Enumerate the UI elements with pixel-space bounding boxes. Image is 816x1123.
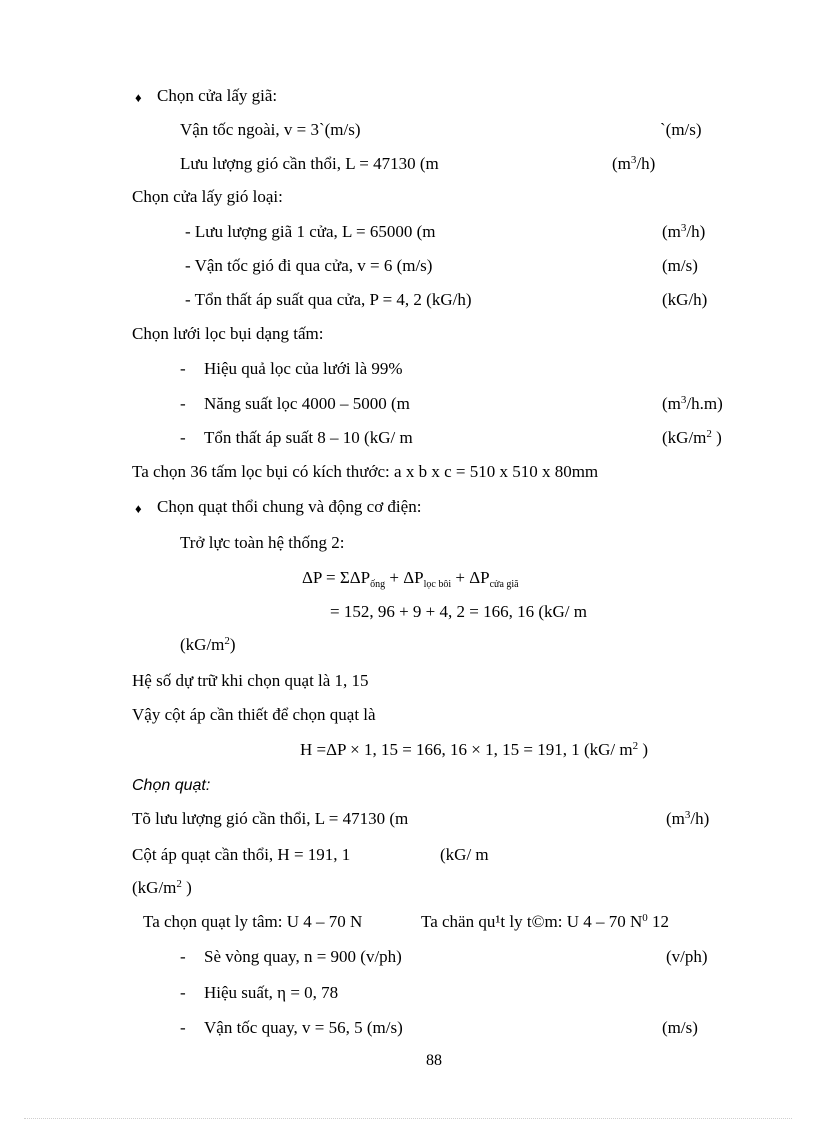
section4-pressure-title: Vậy cột áp cần thiết để chọn quạt là <box>132 705 376 724</box>
section3-item-capacity-unit: $(m^3/h.m)$ <box>662 394 723 413</box>
bullet-icon: ♦ <box>135 90 142 105</box>
section1-flow-unit: $(m^3/h)$ <box>612 154 656 173</box>
section5-item-rotation-speed-unit: (v/ph) <box>666 947 708 966</box>
section1-velocity-line: Vận tốc ngoài, v = 3`(m/s) <box>180 120 361 139</box>
section3-dash: - <box>180 428 186 447</box>
section4-reserve-factor: Hệ số dự trữ khi chọn quạt là 1, 15 <box>132 671 369 690</box>
equation-total-pressure-unit: $(kG/m^2)$ <box>180 635 236 654</box>
section1-heading: Chọn cửa lấy giã: <box>157 86 278 105</box>
section5-item-velocity: Vận tốc quay, v = 56, 5 (m/s) <box>204 1018 403 1037</box>
section3-dash: - <box>180 359 186 378</box>
section1-velocity-unit: `(m/s) <box>660 120 702 139</box>
section3-item-capacity: Năng suất lọc 4000 – 5000 (m <box>204 394 410 413</box>
section5-item-velocity-unit: (m/s) <box>662 1018 698 1037</box>
section5-fan-choice: Ta chọn quạt ly tâm: U 4 – 70 N <box>143 912 363 931</box>
section5-dash: - <box>180 1018 186 1037</box>
section5-flow-unit: $(m^3/h)$ <box>666 809 710 828</box>
section5-heading: Chọn quạt: <box>132 777 211 794</box>
section3-dash: - <box>180 394 186 413</box>
page-bottom-divider <box>24 1118 792 1119</box>
section5-pressure-unit: ($kG/m^2$ ) <box>132 878 192 897</box>
section2-item-pressure-loss-unit: (kG/h) <box>662 290 708 309</box>
section3-item-pressure-loss-unit: ($kG/m^2$ ) <box>662 428 722 447</box>
section3-heading: Chọn lưới lọc bụi dạng tấm: <box>132 324 324 343</box>
page-number: 88 <box>426 1052 442 1069</box>
equation-total-pressure-drop: $\Delta P = \Sigma\Delta P_{ống} + \Delta P_{lọc bôi} + \Delta P_{cửa giã}$ <box>302 568 519 590</box>
section3-item-pressure-loss: Tổn thất áp suất 8 – 10 (kG/ m <box>204 428 413 447</box>
section2-item-velocity: - Vận tốc gió đi qua cửa, v = 6 (m/s) <box>185 256 433 275</box>
section3-conclusion: Ta chọn 36 tấm lọc bụi có kích thước: a x b x c = 510 x 510 x 80mm <box>132 462 599 481</box>
section2-item-flow: - Lưu lượng giã 1 cửa, L = 65000 (m <box>185 222 436 241</box>
section2-item-flow-unit: $(m^3/h)$ <box>662 222 706 241</box>
section5-dash: - <box>180 947 186 966</box>
bullet-icon: ♦ <box>135 501 142 516</box>
section4-resistance-title: Trở lực toàn hệ thống 2: <box>180 533 345 552</box>
equation-total-pressure-value: = 152, 96 + 9 + 4, 2 = 166, 16 (kG/ m <box>330 602 587 621</box>
section3-item-efficiency: Hiệu quả lọc của lưới là 99% <box>204 359 403 378</box>
section4-heading: Chọn quạt thổi chung và động cơ điện: <box>157 497 422 516</box>
section1-flow-line: Lưu lượng gió cần thổi, L = 47130 (m <box>180 154 439 173</box>
section2-item-pressure-loss: - Tổn thất áp suất qua cửa, P = 4, 2 (kG/h) <box>185 290 472 309</box>
section5-pressure-unit-inline: (kG/ m <box>440 845 489 864</box>
section5-flow-line: Tõ lưu lượng gió cần thổi, L = 47130 (m <box>132 809 409 828</box>
equation-fan-pressure: H =ΔP × 1, 15 = 166, 16 × 1, 15 = 191, 1 (kG/ $m^2$ ) <box>300 740 649 759</box>
section5-pressure-line: Cột áp quạt cần thổi, H = 191, 1 <box>132 845 351 864</box>
section5-dash: - <box>180 983 186 1002</box>
section5-fan-choice-alt: Ta chän qu¹t ly t©m: U 4 – 70 $N^0$ 12 <box>421 912 670 931</box>
section2-heading: Chọn cửa lấy gió loại: <box>132 187 283 206</box>
section5-item-efficiency: Hiệu suất, η = 0, 78 <box>204 983 339 1002</box>
section5-item-rotation-speed: Sè vòng quay, n = 900 (v/ph) <box>204 947 402 966</box>
section2-item-velocity-unit: (m/s) <box>662 256 698 275</box>
